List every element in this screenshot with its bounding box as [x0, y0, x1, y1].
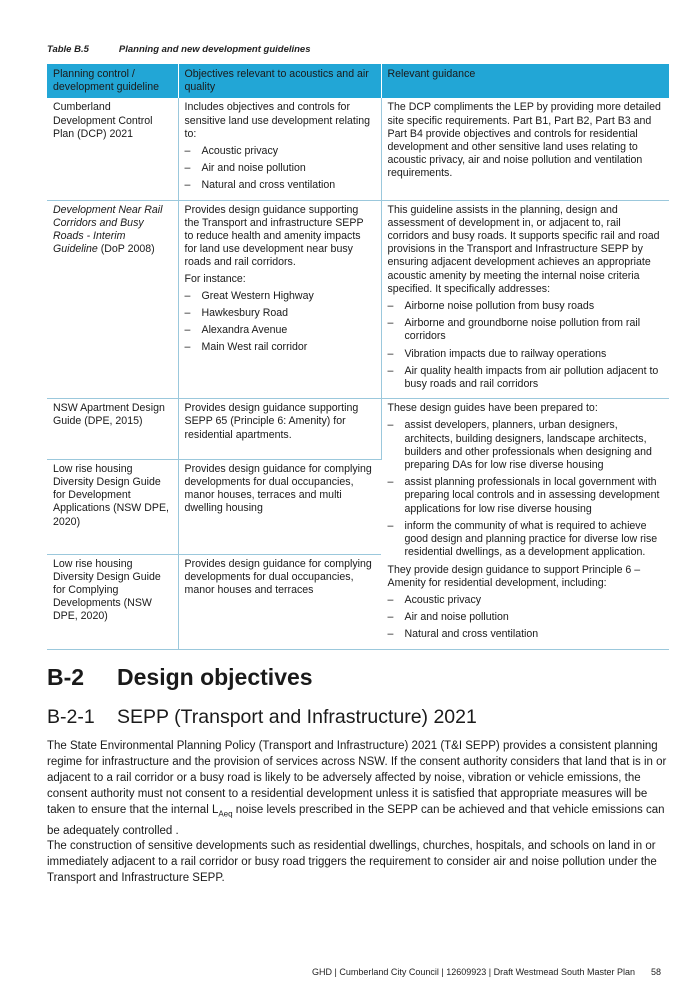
list-item: – Main West rail corridor — [185, 341, 375, 354]
list-item: – inform the community of what is required to achieve good design and planning practice for diverse low rise residential dwellings, as a development application. — [388, 520, 664, 560]
control-cell: Low rise housing Diversity Design Guide for Development Applications (NSW DPE, 2020) — [47, 459, 178, 554]
objectives-text: Includes objectives and controls for sensitive land use development relating to: — [184, 101, 371, 140]
section-number: B-2 — [47, 664, 85, 690]
objectives-list — [185, 145, 375, 193]
guidelines-table — [47, 64, 669, 650]
table-caption — [47, 44, 311, 55]
objectives-cell: Provides design guidance for complying developments for dual occupancies, manor houses and terraces — [178, 554, 381, 649]
column-header: Objectives relevant to acoustics and air quality — [178, 64, 381, 98]
subsection-number: B-2-1 — [47, 706, 95, 728]
objectives-cell — [178, 200, 381, 399]
guidance-list — [388, 419, 664, 559]
list-item: – Hawkesbury Road — [185, 307, 375, 320]
guidance-cell: The DCP compliments the LEP by providing more detailed site specific requirements. Part B1, Part B2, Part B3 and Part B4 provide objectives and controls for residential development and other sensitive land uses relating to acoustic privacy, air and noise pollution and ventilation requirements. — [381, 98, 669, 200]
table-row — [47, 98, 669, 200]
list-item: – assist planning professionals in local government with preparing local controls and in assessing development applications for low rise diverse housing — [388, 476, 664, 516]
paragraph: The construction of sensitive developments such as residential dwellings, churches, hospitals, and schools on land in or immediately adjacent to a rail corridor or busy road triggers the requirement to consider air and noise pollution under the Transport and Infrastructure SEPP. — [47, 840, 657, 885]
table-row — [47, 399, 669, 460]
paragraph-text: The State Environmental Planning Policy (Transport and Infrastructure) 2021 (T&I SEPP) provides a consistent planning regime for infrastructure and the provision of services across NSW. If the consent authority considers that land that is in or adjacent to a rail corridor or a busy road is likely to be adversely affected by noise, vibration or vehicle emissions, the consent authority must not consent to a residential development unless it is satisfied that appropriate measures will be taken to ensure that the internal L — [47, 740, 667, 817]
guidance-list — [388, 300, 664, 391]
list-item: – Air quality health impacts from air pollution adjacent to busy roads and rail corridors — [388, 365, 664, 391]
amenity-list — [388, 594, 664, 642]
list-item: – Alexandra Avenue — [185, 324, 375, 337]
section-heading — [47, 664, 313, 691]
control-cell: Cumberland Development Control Plan (DCP) 2021 — [47, 98, 178, 200]
column-header: Planning control / development guideline — [47, 64, 178, 98]
objectives-intro: For instance: — [184, 272, 246, 285]
subsection-heading — [47, 706, 477, 729]
list-item: – Natural and cross ventilation — [185, 179, 375, 192]
guidance-text: This guideline assists in the planning, design and assessment of development in, or adjacent to, rail corridors and busy roads. It supports specific rail and road provisions in the Transport and Infrastructure SEPP by ensuring adjacent development achieves an appropriate acoustic amenity by meeting the internal noise criteria specified. It specifically addresses: — [387, 203, 660, 295]
list-item: – Acoustic privacy — [185, 145, 375, 158]
footer-text: GHD | Cumberland City Council | 12609923 | Draft Westmead South Master Plan — [311, 967, 635, 977]
table-title: Planning and new development guidelines — [118, 44, 311, 55]
guideline-title: Development Near Rail Corridors and Busy Roads - Interim Guideline — [53, 203, 163, 256]
objectives-cell: Provides design guidance supporting SEPP 65 (Principle 6: Amenity) for residential apartments. — [178, 399, 381, 460]
table-row — [47, 200, 669, 399]
guidance-cell — [381, 200, 669, 399]
table-number: Table B.5 — [47, 44, 89, 55]
list-item: – Airborne noise pollution from busy roads — [388, 300, 664, 313]
objectives-cell — [178, 98, 381, 200]
list-item: – Air and noise pollution — [388, 611, 664, 624]
list-item: – assist developers, planners, urban designers, architects, building designers, landscape architects, builders and other professionals when designing and preparing DAs for low rise diverse housing — [388, 419, 664, 472]
list-item: – Great Western Highway — [185, 290, 375, 303]
guidance-outro: They provide design guidance to support Principle 6 – Amenity for residential development, including: — [387, 563, 641, 589]
objectives-list — [185, 290, 375, 355]
section-title: Design objectives — [117, 664, 313, 690]
list-item: – Acoustic privacy — [388, 594, 664, 607]
control-cell: Low rise housing Diversity Design Guide for Complying Developments (NSW DPE, 2020) — [47, 554, 178, 649]
table-header-row — [47, 64, 669, 98]
paragraph — [47, 738, 677, 839]
page-footer — [312, 967, 661, 977]
list-item: – Natural and cross ventilation — [388, 628, 664, 641]
guideline-source: (DoP 2008) — [97, 243, 155, 256]
column-header: Relevant guidance — [381, 64, 669, 98]
subsection-title: SEPP (Transport and Infrastructure) 2021 — [117, 706, 477, 728]
page-number: 58 — [650, 967, 661, 977]
shared-guidance-cell — [381, 399, 669, 649]
subscript: Aeq — [218, 809, 233, 819]
list-item: – Vibration impacts due to railway operations — [388, 348, 664, 361]
objectives-text: Provides design guidance supporting the Transport and infrastructure SEPP to reduce health and amenity impacts for land use development near busy roads and rail corridors. — [184, 203, 364, 269]
guidance-intro: These design guides have been prepared to: — [387, 402, 598, 415]
paragraph-text: noise levels prescribed in the SEPP can be achieved and that vehicle emissions can be adequately controlled . — [47, 804, 665, 837]
control-cell: NSW Apartment Design Guide (DPE, 2015) — [47, 399, 178, 460]
objectives-cell: Provides design guidance for complying developments for dual occupancies, manor houses, terraces and multi dwelling housing — [178, 459, 381, 554]
control-cell — [47, 200, 178, 399]
list-item: – Air and noise pollution — [185, 162, 375, 175]
list-item: – Airborne and groundborne noise pollution from rail corridors — [388, 317, 664, 343]
